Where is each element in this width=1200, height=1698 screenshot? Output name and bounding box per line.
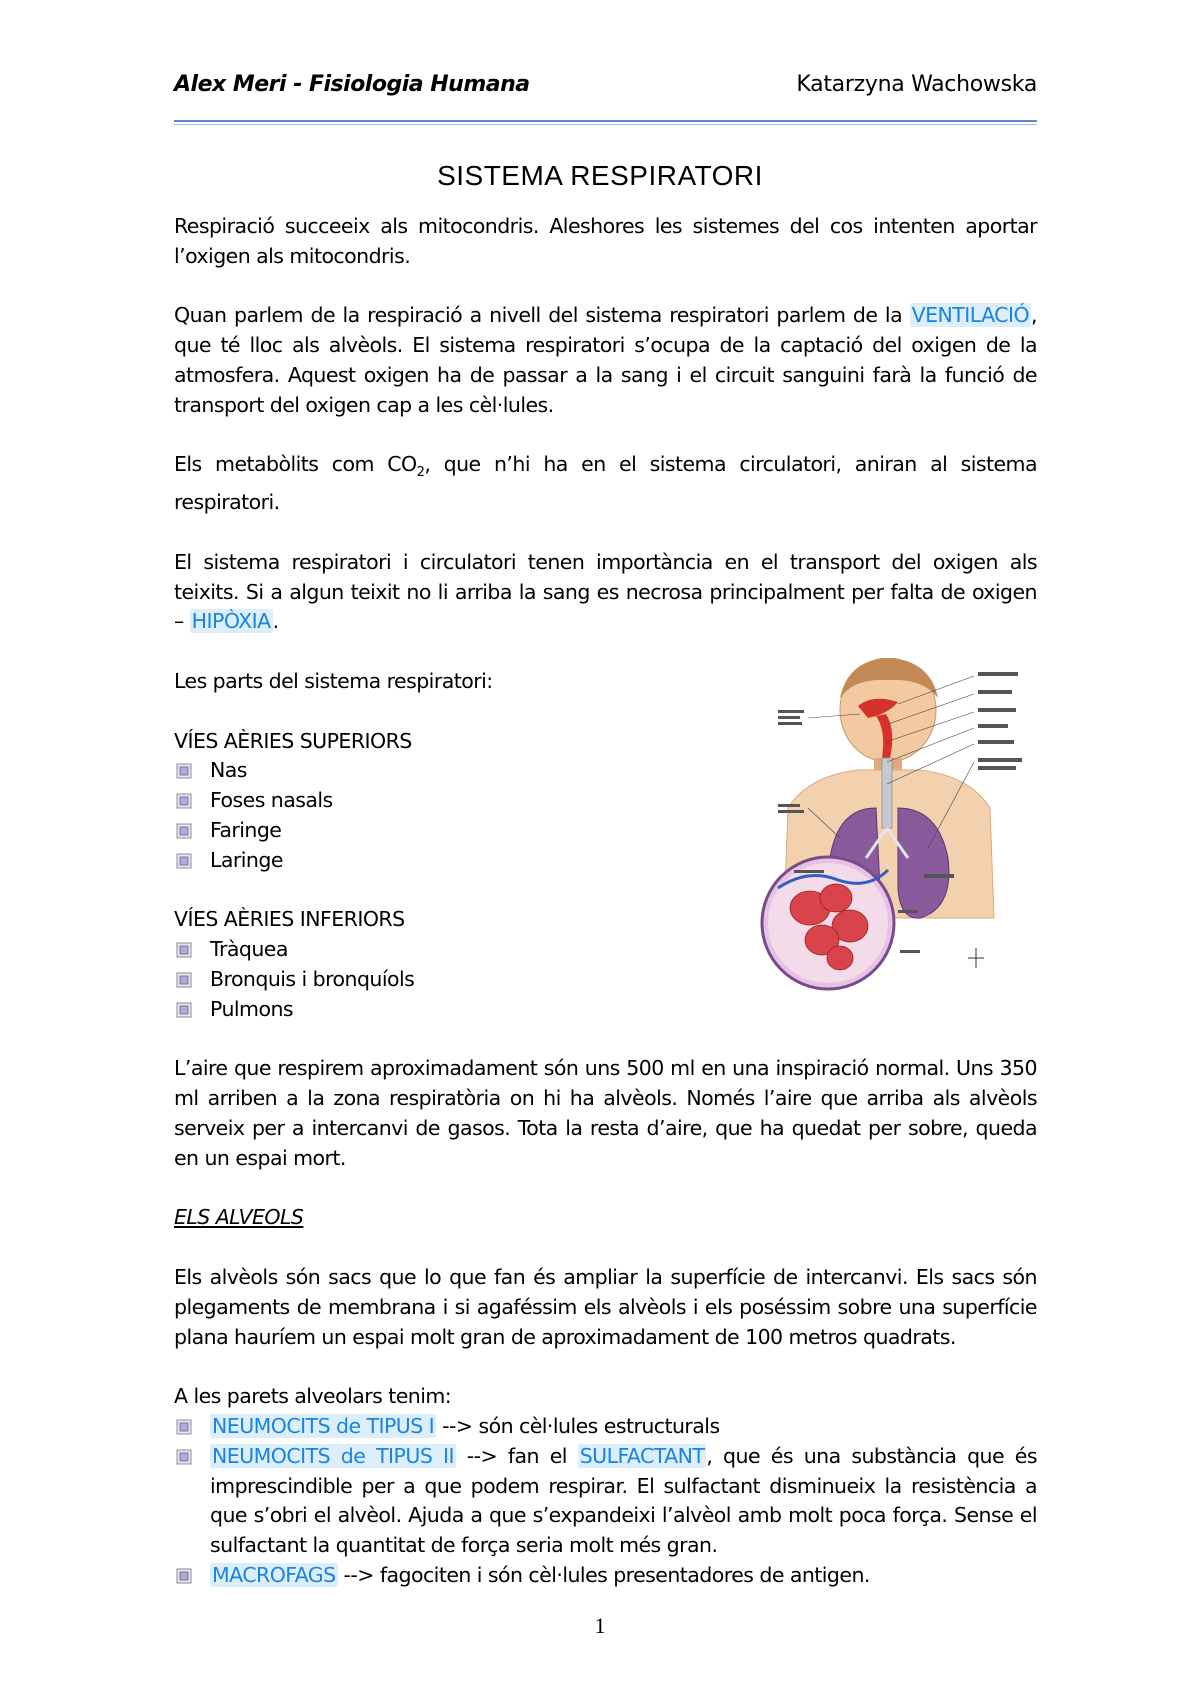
- alveols-heading: ELS ALVEOLS: [174, 1205, 304, 1230]
- alveolar-walls-list: [174, 1412, 1037, 1591]
- paragraph-4-text-b: .: [272, 609, 279, 634]
- list-item: [174, 1442, 1037, 1561]
- bullet-icon: [176, 972, 192, 988]
- list-item-text-mid: --> fan el: [456, 1443, 578, 1468]
- paragraph-3-text-b: , que n’hi ha en el sistema circulatori, aniran al sistema respiratori.: [174, 452, 1037, 515]
- bullet-icon: [176, 793, 192, 809]
- bullet-icon: [176, 1568, 192, 1584]
- list-item-text: --> fagociten i són cèl·lules presentadores de antigen.: [337, 1562, 870, 1587]
- list-item-label: Faringe: [210, 818, 282, 843]
- header-rule-secondary: [174, 124, 1037, 125]
- header-rule: [174, 120, 1037, 122]
- list-item-label: Nas: [210, 758, 247, 783]
- sulfactant-highlight: SULFACTANT: [579, 1443, 705, 1468]
- ventilacio-highlight: VENTILACIÓ: [911, 303, 1030, 328]
- bullet-icon: [176, 1002, 192, 1018]
- paragraph-3-text-a: Els metabòlits com CO: [174, 452, 417, 477]
- list-item-label: Foses nasals: [210, 788, 333, 813]
- list-item-label: Bronquis i bronquíols: [210, 967, 415, 992]
- bullet-icon: [176, 942, 192, 958]
- paragraph-5: L’aire que respirem aproximadament són uns 500 ml en una inspiració normal. Uns 350 ml arriben a la zona respiratòria on hi ha alvèols. Només l’aire que arriba als alvèols serveix per a intercanvi de gasos. Tota la resta d’aire, que ha quedat per sobre, queda en un espai mort.: [174, 1056, 1037, 1170]
- neumocits-type-2-highlight: NEUMOCITS de TIPUS II: [212, 1443, 455, 1468]
- header-left: Alex Meri - Fisiologia Humana: [174, 72, 530, 97]
- bullet-icon: [176, 853, 192, 869]
- hipoxia-highlight: HIPÒXIA: [191, 609, 271, 634]
- paragraph-3: [174, 450, 1037, 518]
- paragraph-2-text-a: Quan parlem de la respiració a nivell del sistema respiratori parlem de la: [174, 303, 910, 328]
- co2-subscript: 2: [416, 465, 425, 481]
- macrofags-highlight: MACROFAGS: [212, 1562, 336, 1587]
- list-item: [174, 1561, 1037, 1591]
- paragraph-4: [174, 548, 1037, 637]
- page-title: SISTEMA RESPIRATORI: [437, 160, 763, 191]
- bullet-icon: [176, 1419, 192, 1435]
- paragraph-2-text-b: , que té lloc als alvèols. El sistema respiratori s’ocupa de la captació del oxigen de la atmosfera. Aquest oxigen ha de passar a la sang i el circuit sanguini farà la funció de transport del oxigen cap a les cèl·lules.: [174, 303, 1037, 417]
- list-item-text: , que és una substància que és imprescindible per a que podem respirar. El sulfactant disminueix la resistència a que s’obri el alvèol. Ajuda a que s’expandeixi l’alvèol amb molt poca força. Sense el sulfactant la quantitat de força seria molt més gran.: [210, 1443, 1037, 1558]
- lower-airways-heading: VÍES AÈRIES INFERIORS: [174, 907, 405, 932]
- paragraph-2: [174, 301, 1037, 420]
- header-right: Katarzyna Wachowska: [796, 72, 1037, 97]
- paragraph-1: Respiració succeeix als mitocondris. Aleshores les sistemes del cos intenten aportar l’oxigen als mitocondris.: [174, 214, 1037, 268]
- paragraph-4-text-a: El sistema respiratori i circulatori tenen importància en el transport del oxigen als teixits. Si a algun teixit no li arriba la sang es necrosa principalment per falta de oxigen –: [174, 549, 1037, 634]
- bullet-icon: [176, 763, 192, 779]
- list-item: [174, 1412, 1037, 1442]
- list-item-label: Tràquea: [210, 937, 288, 962]
- walls-intro: A les parets alveolars tenim:: [174, 1384, 452, 1409]
- parts-intro: Les parts del sistema respiratori:: [174, 669, 493, 694]
- list-item-text: --> són cèl·lules estructurals: [436, 1413, 720, 1438]
- list-item-label: Pulmons: [210, 996, 294, 1021]
- bullet-icon: [176, 823, 192, 839]
- neumocits-type-1-highlight: NEUMOCITS de TIPUS I: [212, 1413, 435, 1438]
- bullet-icon: [176, 1449, 192, 1465]
- upper-airways-heading: VÍES AÈRIES SUPERIORS: [174, 728, 412, 753]
- respiratory-system-illustration: [748, 658, 1038, 1008]
- paragraph-6: Els alvèols són sacs que lo que fan és ampliar la superfície de intercanvi. Els sacs són plegaments de membrana i si agaféssim els alvèols i els poséssim sobre una superfície plana hauríem un espai molt gran de aproximadament de 100 metros quadrats.: [174, 1264, 1037, 1349]
- list-item-label: Laringe: [210, 847, 283, 872]
- page-number: 1: [594, 1613, 606, 1638]
